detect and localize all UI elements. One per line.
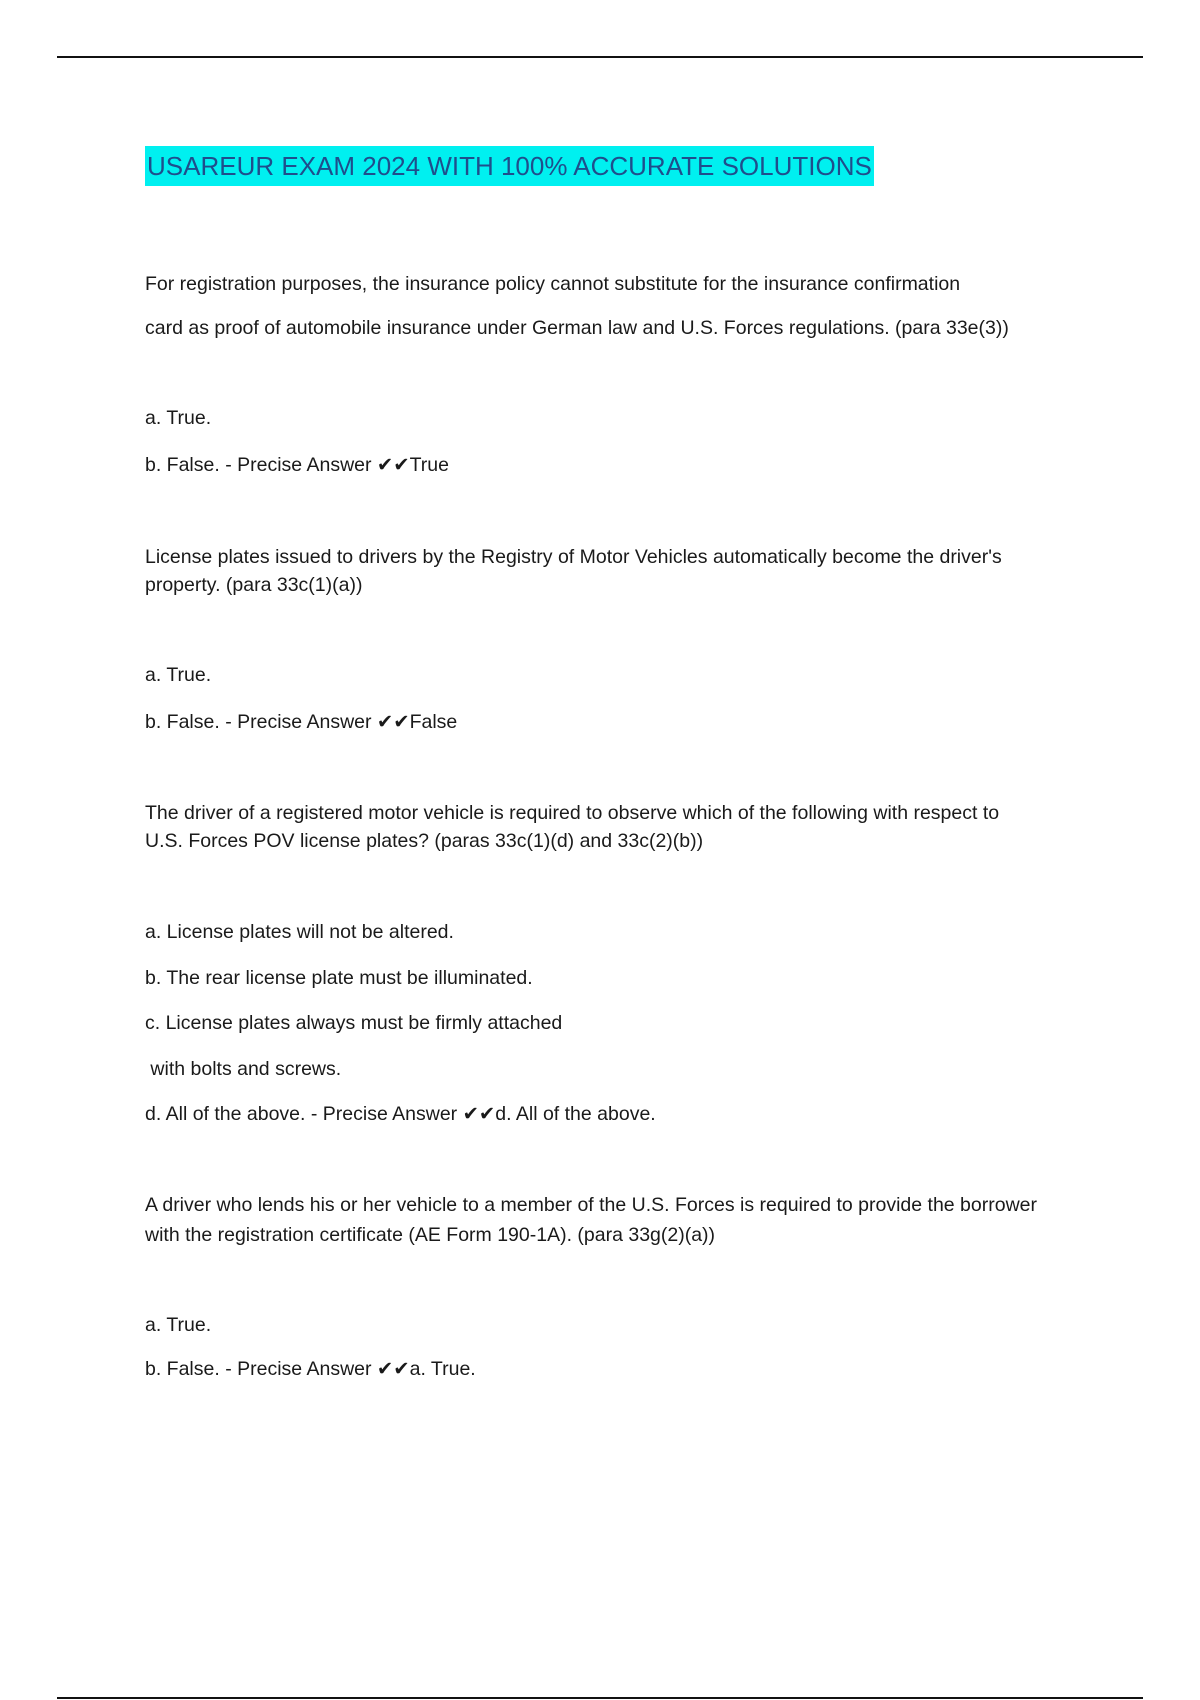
question-3-option-b: b. The rear license plate must be illuminated.: [145, 967, 533, 989]
top-rule: [57, 56, 1143, 58]
question-3-option-a: a. License plates will not be altered.: [145, 921, 454, 943]
document-title: USAREUR EXAM 2024 WITH 100% ACCURATE SOLUTIONS: [145, 146, 874, 186]
question-3-option-c-continued: with bolts and screws.: [145, 1058, 342, 1080]
question-4-option-a: a. True.: [145, 1314, 212, 1336]
question-4-line-1: A driver who lends his or her vehicle to a member of the U.S. Forces is required to provide the borrower: [145, 1194, 1037, 1216]
question-3-option-c: c. License plates always must be firmly attached: [145, 1012, 563, 1034]
question-3-line-1: The driver of a registered motor vehicle is required to observe which of the following with respect to: [145, 802, 1000, 824]
question-4-line-2: with the registration certificate (AE Form 190-1A). (para 33g(2)(a)): [145, 1224, 716, 1246]
bottom-rule: [57, 1697, 1143, 1699]
question-2-option-b-answer: b. False. - Precise Answer ✔✔False: [145, 711, 458, 733]
question-3-line-2: U.S. Forces POV license plates? (paras 33c(1)(d) and 33c(2)(b)): [145, 830, 704, 852]
question-2-line-1: License plates issued to drivers by the Registry of Motor Vehicles automatically become the driver's: [145, 546, 1002, 568]
question-1-option-b-answer: b. False. - Precise Answer ✔✔True: [145, 454, 449, 476]
question-4-option-b-answer: b. False. - Precise Answer ✔✔a. True.: [145, 1358, 476, 1380]
question-3-option-d-answer: d. All of the above. - Precise Answer ✔✔d. All of the above.: [145, 1103, 656, 1125]
question-2-option-a: a. True.: [145, 664, 212, 686]
question-1-line-1: For registration purposes, the insurance policy cannot substitute for the insurance confirmation: [145, 273, 961, 295]
question-2-line-2: property. (para 33c(1)(a)): [145, 574, 363, 596]
question-1-line-2: card as proof of automobile insurance under German law and U.S. Forces regulations. (para 33e(3)): [145, 317, 1009, 339]
question-1-option-a: a. True.: [145, 407, 212, 429]
